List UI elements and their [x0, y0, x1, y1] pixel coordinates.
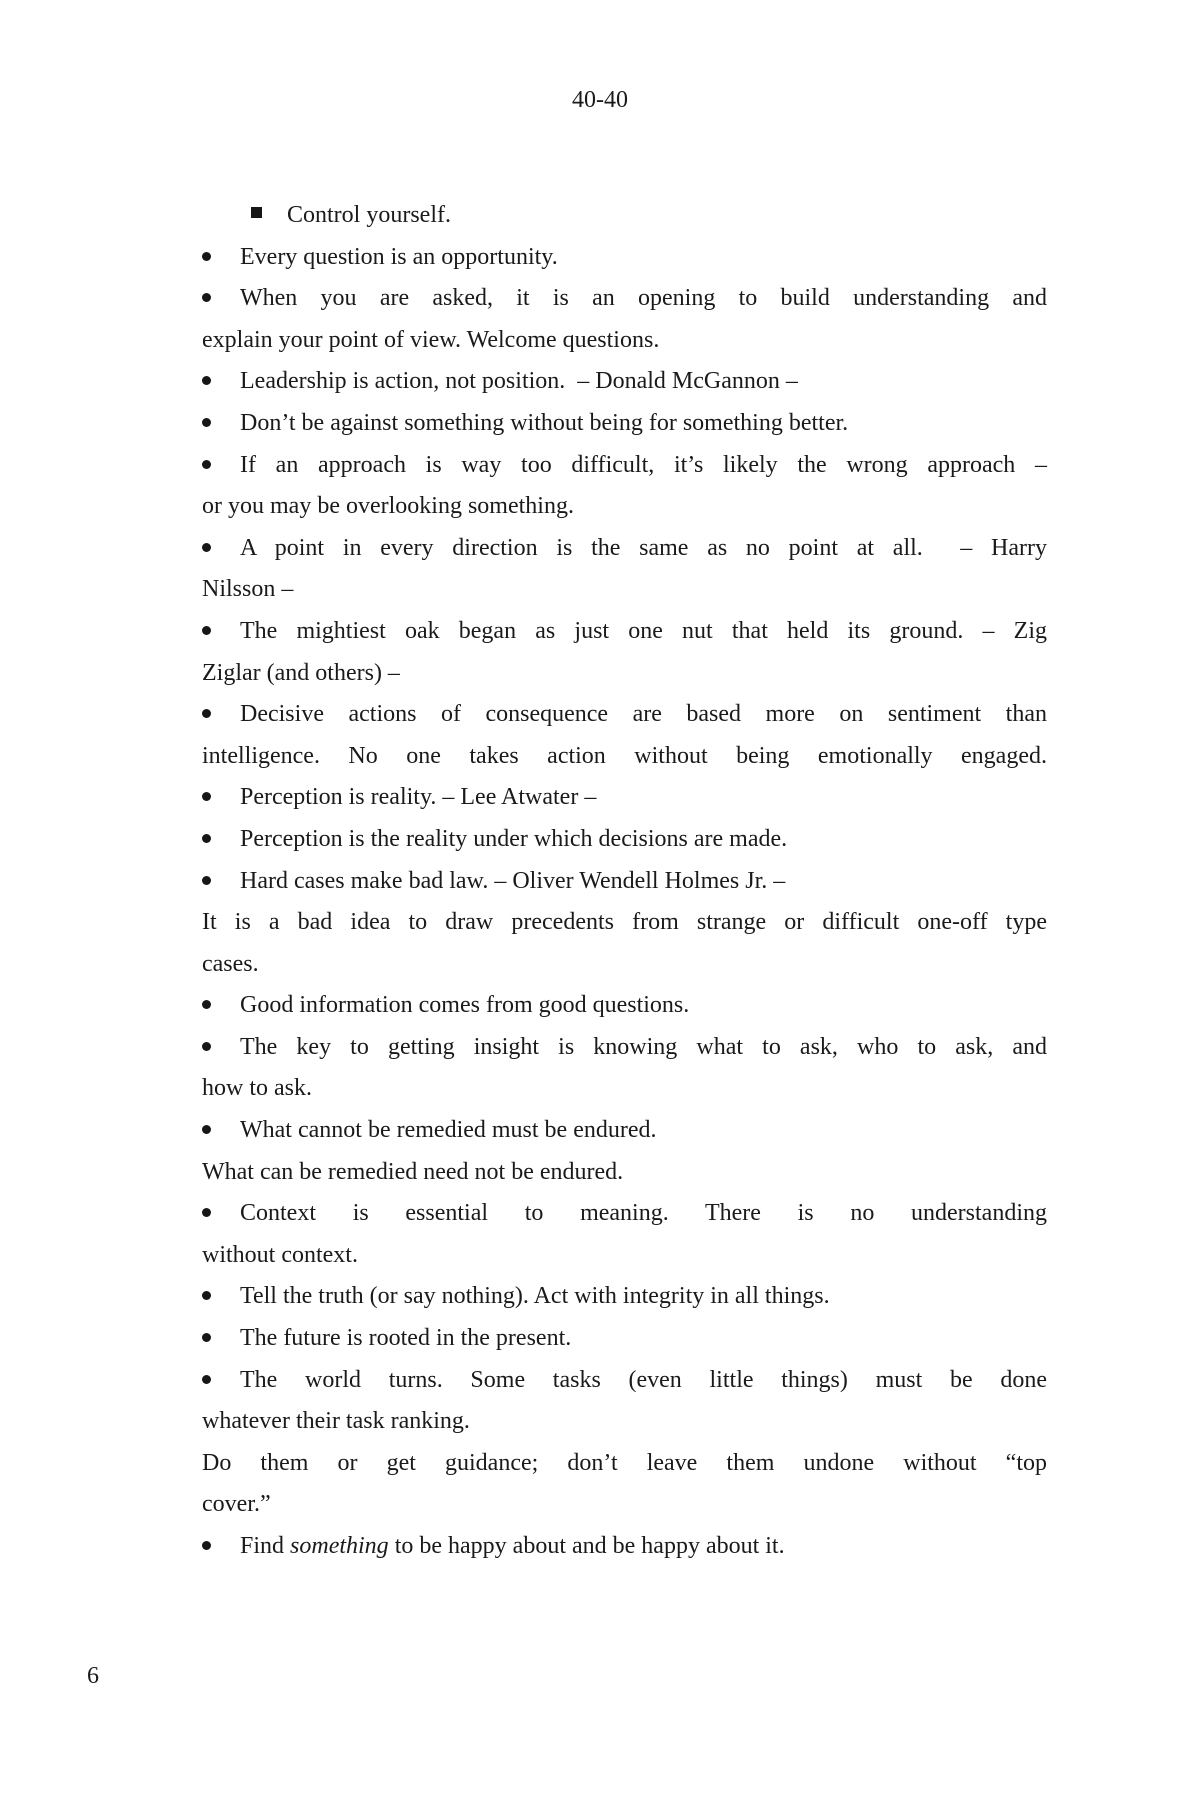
list-item [202, 403, 1047, 445]
text-run: Perception is reality. – Lee Atwater – [240, 784, 597, 811]
text-run: Context is essential to meaning. There is no understanding [240, 1200, 1047, 1227]
text-run: to be happy about and be happy about it. [388, 1533, 785, 1559]
text-run: Ziglar (and others) – [202, 659, 400, 686]
text-line [202, 694, 1047, 736]
list-item [202, 278, 1047, 361]
aphorism-list [202, 195, 1047, 1568]
text-run: When you are asked, it is an opening to build understanding and [240, 285, 1047, 312]
list-item [202, 445, 1047, 528]
list-item [202, 819, 1047, 861]
list-item [202, 1110, 1047, 1152]
text-run: or you may be overlooking something. [202, 493, 574, 520]
text-line [202, 320, 1047, 362]
text-line [202, 528, 1047, 570]
list-item [202, 237, 1047, 279]
bullet-icon [202, 1318, 240, 1360]
text-line [202, 1235, 1047, 1277]
text-run: Do them or get guidance; don’t leave them undone without “top [202, 1449, 1047, 1476]
bullet-icon [202, 403, 240, 445]
bullet-icon [202, 361, 240, 403]
bullet-icon [202, 1027, 240, 1069]
text-run: Leadership is action, not position. – Donald McGannon – [240, 368, 798, 395]
text-line [202, 611, 1047, 653]
square-bullet-icon [251, 195, 287, 237]
dot-glyph [202, 834, 211, 843]
text-line [202, 653, 1047, 695]
text-line [251, 195, 1047, 237]
text-run: Don’t be against something without being for something better. [240, 409, 849, 436]
text-run: Decisive actions of consequence are based more on sentiment than [240, 701, 1047, 728]
text-line [202, 1443, 1047, 1485]
bullet-icon [202, 861, 240, 903]
dot-glyph [202, 709, 211, 718]
text-line [202, 1318, 1047, 1360]
text-line [202, 403, 1047, 445]
bullet-icon [202, 1360, 240, 1402]
dot-glyph [202, 252, 211, 261]
list-item [202, 611, 1047, 694]
dot-glyph [202, 626, 211, 635]
text-line [202, 1276, 1047, 1318]
bullet-icon [202, 985, 240, 1027]
bullet-icon [202, 445, 240, 487]
bullet-icon [202, 528, 240, 570]
text-line [202, 985, 1047, 1027]
text-line [202, 1110, 1047, 1152]
text-run: cases. [202, 950, 259, 977]
dot-glyph [202, 543, 211, 552]
text-run: Perception is the reality under which decisions are made. [240, 825, 788, 852]
text-run: The key to getting insight is knowing what to ask, who to ask, and [240, 1033, 1047, 1060]
list-item [202, 1318, 1047, 1360]
dot-glyph [202, 792, 211, 801]
bullet-icon [202, 1276, 240, 1318]
text-run: cover.” [202, 1491, 271, 1518]
list-item [202, 1027, 1047, 1110]
text-run: Find [240, 1533, 291, 1559]
text-line [202, 819, 1047, 861]
bullet-icon [202, 777, 240, 819]
dot-glyph [202, 876, 211, 885]
dot-glyph [202, 1042, 211, 1051]
text-run: whatever their task ranking. [202, 1408, 470, 1435]
text-line [202, 486, 1047, 528]
text-line [202, 861, 1047, 903]
dot-glyph [202, 460, 211, 469]
dot-glyph [202, 1208, 211, 1217]
bullet-icon [202, 1110, 240, 1152]
dot-glyph [202, 376, 211, 385]
list-item [202, 528, 1047, 611]
page-number: 6 [87, 1663, 99, 1689]
text-line [202, 1068, 1047, 1110]
list-item [202, 1443, 1047, 1526]
dot-glyph [202, 1333, 211, 1342]
text-run: A point in every direction is the same as no point at all. – Harry [240, 534, 1047, 561]
text-run: What can be remedied need not be endured. [202, 1158, 624, 1185]
text-line [202, 1193, 1047, 1235]
bullet-icon [202, 237, 240, 279]
text-line [202, 278, 1047, 320]
list-item [202, 1276, 1047, 1318]
list-item [202, 1152, 1047, 1194]
bullet-icon [202, 819, 240, 861]
text-line [202, 902, 1047, 944]
dot-glyph [202, 1291, 211, 1300]
bullet-icon [202, 278, 240, 320]
list-item [202, 1360, 1047, 1443]
bullet-icon [202, 1193, 240, 1235]
text-run: Nilsson – [202, 576, 294, 603]
list-item [202, 861, 1047, 903]
text-line [202, 1360, 1047, 1402]
text-line [202, 1401, 1047, 1443]
text-line [202, 445, 1047, 487]
text-run: Good information comes from good questions. [240, 992, 690, 1019]
text-run: Hard cases make bad law. – Oliver Wendell Holmes Jr. – [240, 867, 786, 894]
dot-glyph [202, 1125, 211, 1134]
text-run: What cannot be remedied must be endured. [240, 1117, 657, 1144]
text-run: It is a bad idea to draw precedents from strange or difficult one-off type [202, 909, 1047, 936]
text-line [202, 736, 1047, 778]
bullet-icon [202, 1526, 240, 1568]
text-line [202, 777, 1047, 819]
text-run: If an approach is way too difficult, it’s likely the wrong approach – [240, 451, 1047, 478]
text-line [202, 1484, 1047, 1526]
list-item [202, 1526, 1047, 1568]
text-run: The world turns. Some tasks (even little things) must be done [240, 1366, 1047, 1393]
list-item [202, 195, 1047, 237]
dot-glyph [202, 293, 211, 302]
text-line [202, 569, 1047, 611]
list-item [202, 694, 1047, 777]
text-line [202, 237, 1047, 279]
text-line [202, 1526, 1047, 1568]
list-item [202, 985, 1047, 1027]
dot-glyph [202, 1541, 211, 1550]
list-item [202, 902, 1047, 985]
text-run: without context. [202, 1241, 358, 1268]
text-line [202, 944, 1047, 986]
text-run: how to ask. [202, 1075, 312, 1102]
list-item [202, 777, 1047, 819]
text-run: Control yourself. [287, 202, 451, 228]
text-run: Tell the truth (or say nothing). Act with integrity in all things. [240, 1283, 830, 1310]
dot-glyph [202, 418, 211, 427]
text-run: intelligence. No one takes action without being emotionally engaged. [202, 742, 1047, 769]
text-run: The mightiest oak began as just one nut that held its ground. – Zig [240, 617, 1047, 644]
text-run: Every question is an opportunity. [240, 243, 558, 270]
text-run: The future is rooted in the present. [240, 1325, 572, 1352]
square-glyph [251, 207, 262, 218]
list-item [202, 1193, 1047, 1276]
text-line [202, 1152, 1047, 1194]
text-line [202, 1027, 1047, 1069]
text-line [202, 361, 1047, 403]
text-run: explain your point of view. Welcome questions. [202, 326, 660, 353]
list-item [202, 361, 1047, 403]
bullet-icon [202, 694, 240, 736]
text-run: something [290, 1533, 389, 1559]
dot-glyph [202, 1000, 211, 1009]
bullet-icon [202, 611, 240, 653]
dot-glyph [202, 1375, 211, 1384]
running-head: 40-40 [572, 87, 628, 113]
